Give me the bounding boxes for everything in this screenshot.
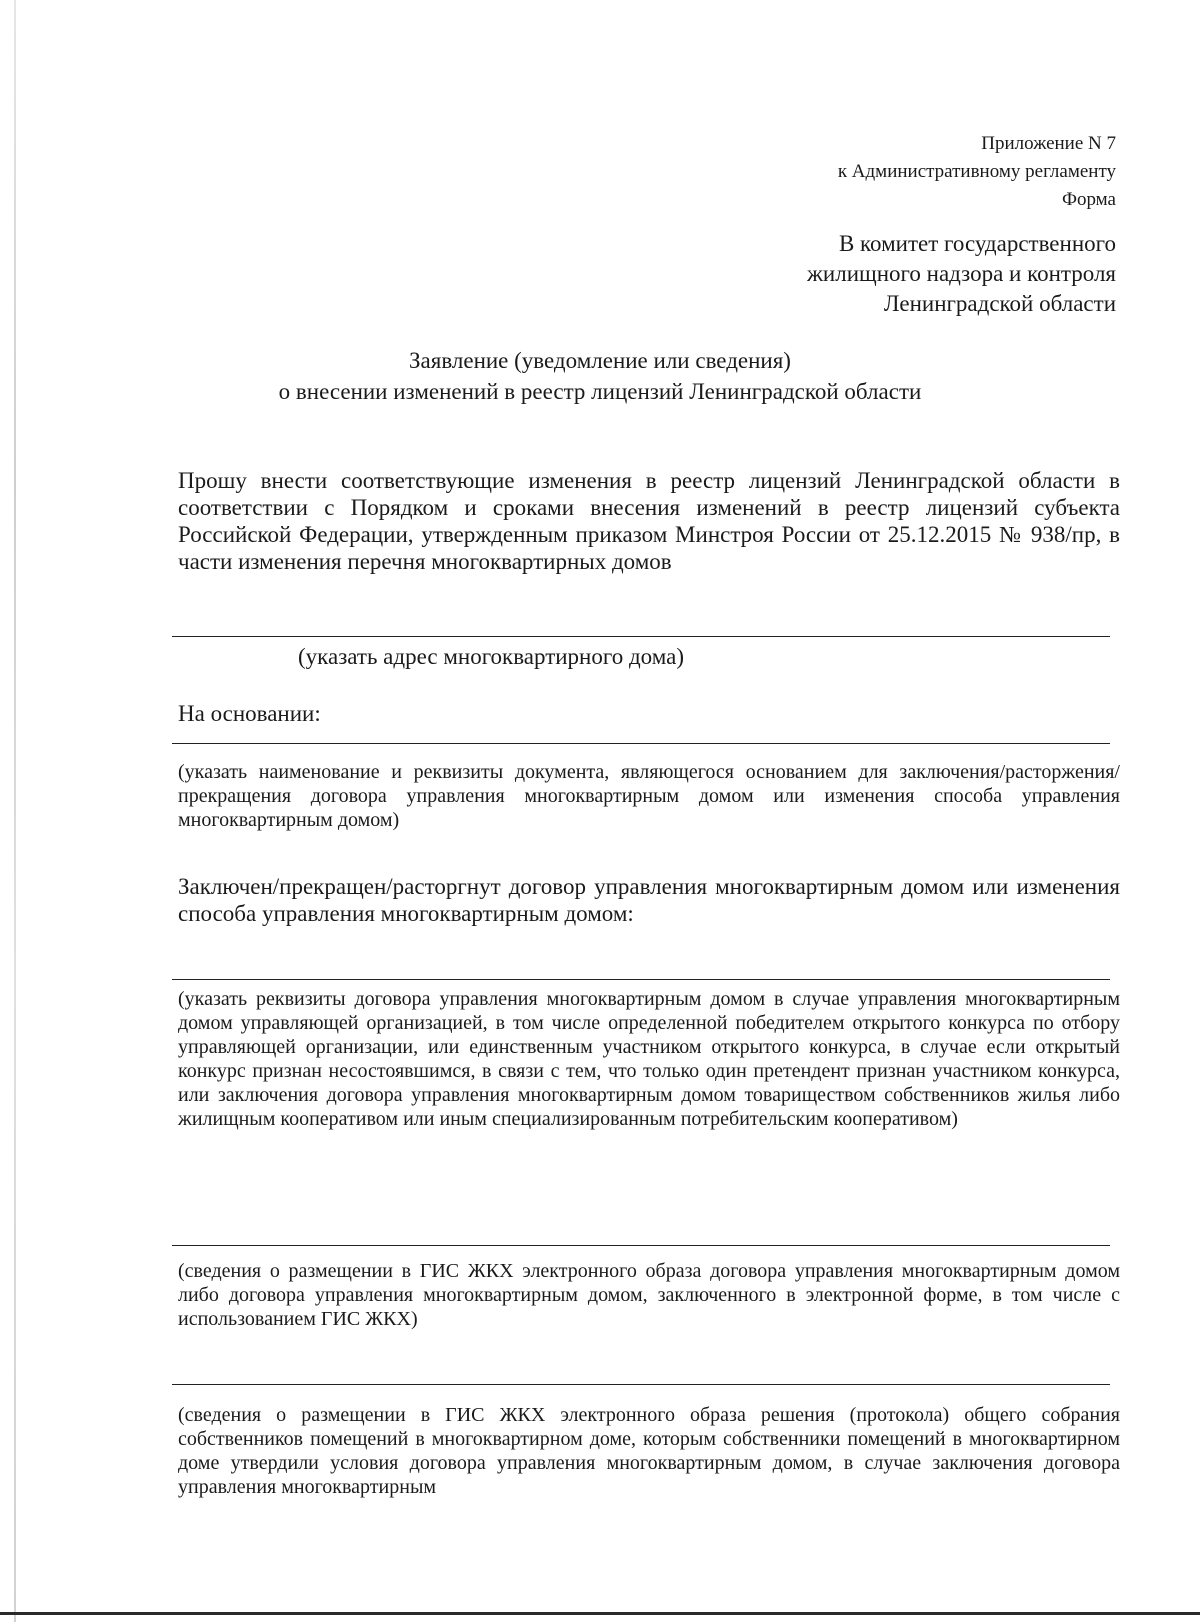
contract-fill-line	[172, 979, 1110, 980]
addressee-line: Ленинградской области	[883, 291, 1116, 316]
scan-edge-left	[14, 0, 16, 1622]
address-hint: (указать адрес многоквартирного дома)	[298, 644, 685, 669]
title-line-1: Заявление (уведомление или сведения)	[409, 348, 791, 373]
addressee-block	[807, 229, 1116, 319]
appendix-line: Форма	[1061, 189, 1116, 210]
appendix-header	[838, 130, 1116, 214]
addressee-line: В комитет государственного	[838, 231, 1116, 256]
appendix-line: к Административному регламенту	[837, 161, 1116, 182]
basis-hint: (указать наименование и реквизиты документа, являющегося основанием для заключения/расторжения/прекращения договора управления многоквартирным домом или изменения способа управления многоквартирным домом)	[178, 761, 1120, 831]
appendix-line: Приложение N 7	[981, 133, 1116, 154]
contract-label: Заключен/прекращен/расторгнут договор управления многоквартирным домом или изменения способа управления многоквартирным домом:	[178, 874, 1120, 926]
contract-hint: (указать реквизиты договора управления многоквартирным домом в случае управления многоквартирным домом управляющей организацией, в том числе определенной победителем открытого конкурса по отбору управляющей организации, или единственным участником открытого конкурса, в случае если открытый конкурс признан несостоявшимся, в связи с тем, что только один претендент признан участником конкурса, или заключения договора управления многоквартирным домом товариществом собственников жилья либо жилищным кооперативом или иным специализированным потребительским кооперативом)	[178, 988, 1120, 1130]
gis-contract-hint: (сведения о размещении в ГИС ЖКХ электронного образа договора управления многоквартирным домом либо договора управления многоквартирным домом, заключенного в электронной форме, в том числе с использованием ГИС ЖКХ)	[178, 1260, 1120, 1330]
gis-protocol-fill-line	[172, 1384, 1110, 1385]
addressee-line: жилищного надзора и контроля	[807, 261, 1116, 286]
gis-protocol-hint: (сведения о размещении в ГИС ЖКХ электронного образа решения (протокола) общего собрания собственников помещений в многоквартирном доме, которым собственники помещений в многоквартирном доме утвердили условия договора управления многоквартирным домом, в случае заключения договора управления многоквартирным	[178, 1404, 1120, 1498]
title-line-2: о внесении изменений в реестр лицензий Ленинградской области	[278, 379, 922, 404]
address-fill-line	[172, 636, 1110, 637]
scan-edge-bottom	[0, 1612, 1200, 1615]
basis-fill-line	[172, 743, 1110, 744]
request-paragraph: Прошу внести соответствующие изменения в реестр лицензий Ленинградской области в соответствии с Порядком и сроками внесения изменений в реестр лицензий субъекта Российской Федерации, утвержденным приказом Минстроя России от 25.12.2015 № 938/пр, в части изменения перечня многоквартирных домов	[178, 468, 1120, 574]
gis-contract-fill-line	[172, 1245, 1110, 1246]
basis-label: На основании:	[178, 701, 321, 726]
document-title	[0, 345, 1200, 407]
